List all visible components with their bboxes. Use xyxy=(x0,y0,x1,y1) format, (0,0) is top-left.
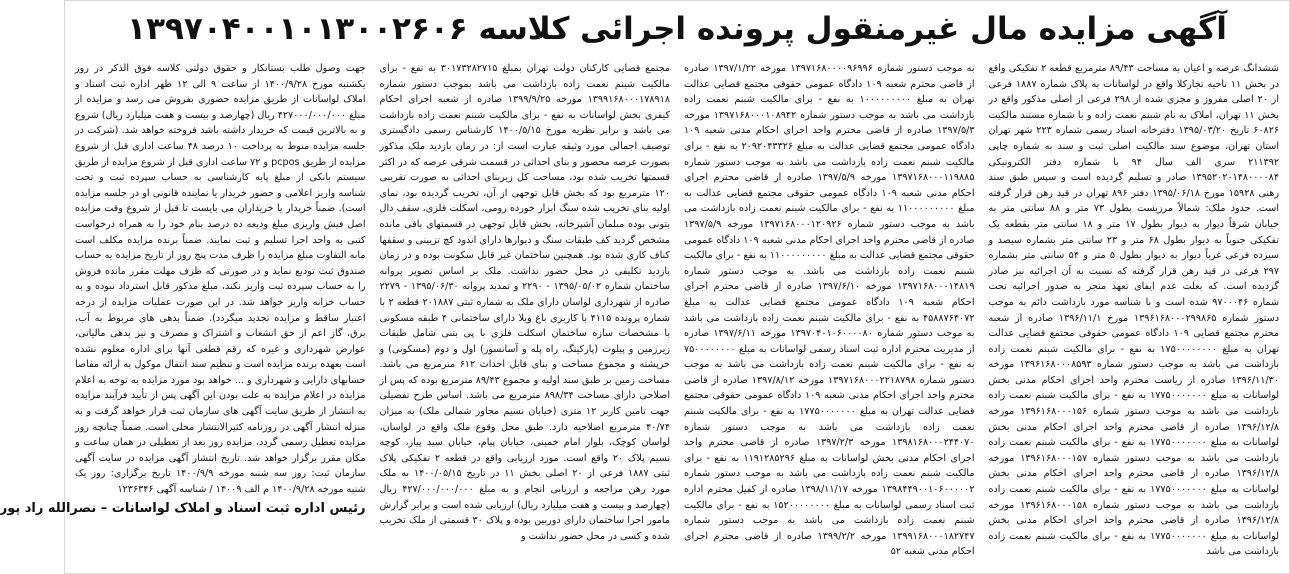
column-1-text: ششدانگ عرصه و اعیان به مساحت ۸۹/۴۳ مترمربع قطعه ۲ تفکیکی واقع در بخش ۱۱ ناحیه تجارکلا واقع در لواسانات به پلاک شماره ۱۸۸۷ فرعی از ۲۰ اصلی مفروز و مجزی شده از ۲۹۸ فرعی از اصلی مذکور واقع در بخش ۱۱ تهران، املاک به نام شبنم نعمت زاده و با شماره مستند مالکیت ۶۰۸۲۶ تاریخ ۱۳۹۵/۰۳/۲۰ دفترخانه اسناد رسمی شماره ۲۲۳ شهر تهران استان تهران، موضوع سند مالکیت اصلی ثبت و سند به شماره چاپی ۲۱۱۳۹۲ سری الف سال ۹۴ با شماره دفتر الکترونیکی ۱۳۹۵۲۰۲۰۱۴۸۰۰۰۰۸۴ صادر و تسلیم گردیده است و سپس طبق سند رهنی ۱۵۹۲۸ مورخ ۱۳۹۵/۰۶/۱۸ دفتر ۸۹۶ تهران در قید رهن قرار گرفته است. حدود ملک: شمالاً مرزیست بطول ۷۳ متر و ۸۸ سانتی متر به خیابان شرقاً دیوار به دیوار بطول ۱۷ متر و ۱۸ سانتی متر بقطعه یک تفکیکی جنوباً به دیوار بطول ۶۸ متر و ۲۳ سانتی متر بشماره سیصد و سیزده فرعی غرباً دیوار به دیوار بطول ۵ متر و ۵۴ سانتی متر بشماره ۲۹۷ فرعی در قید رهن قرار گرفته که نسبت به آن اجرائیه نیز صادر گردیده است. که بعلت عدم ایفای تعهد منجر به صدور اجرائیه تحت شماره ۹۷۰۰۰۴۶ شده است و با شناسه مورد بازداشت دائم به موجب دستور شماره ۱۳۹۶۱۶۸۰۰۰۲۹۹۸۶۵ مورخ ۱۳۹۶/۱۱/۱ صادره از شعبه محترم مجتمع قضایی ۱۰۹ دادگاه عمومی حقوقی مجتمع قضایی عدالت تهران به مبلغ ۱۷۵۰۰۰۰۰۰۰۰ به نفع - برای مالکیت شبنم نعمت زاده بازداشت می باشد به موجب دستور شماره ۱۳۹۶۱۶۸۰۰۰۸۵۹۳ مورخه ۱۳۹۶/۱۱/۳۰ صادره از ریاست محترم واحد اجرای احکام مدنی بخش لواسانات به مبلغ ۱۷۷۵۰۰۰۰۰۰۰ به نفع - برای مالکیت شبنم نعمت زاده بازداشت می باشد به موجب دستور شماره ۱۳۹۶۱۶۸۰۰۰۱۵۶ مورخه ۱۳۹۶/۱۲/۸ صادره از قاضی محترم واحد اجرای احکام مدنی بخش لواسانات به مبلغ ۱۷۷۵۰۰۰۰۰۰۰ به نفع - برای مالکیت شبنم نعمت زاده بازداشت می باشد به موجب دستور شماره ۱۳۹۶۱۶۸۰۰۰۱۵۷ مورخه ۱۳۹۶/۱۲/۸ صادره از قاضی محترم واحد اجرای احکام مدنی بخش لواسانات به مبلغ ۱۷۷۵۰۰۰۰۰۰۰ به نفع - برای مالکیت شبنم نعمت زاده بازداشت می باشد به موجب دستور شماره ۱۳۹۶۱۶۸۰۰۰۱۵۸ مورخه ۱۳۹۶/۱۲/۸ صادره از قاضی محترم واحد اجرای احکام مدنی بخش لواسانات به مبلغ ۱۷۷۵۰۰۰۰۰۰۰ به نفع - برای مالکیت شبنم نعمت زاده بازداشت می باشد xyxy=(988,63,1280,558)
notice-column-3 xyxy=(380,61,671,569)
notice-column-2 xyxy=(684,61,975,569)
column-2-text: به موجب دستور شماره ۱۳۹۷۱۶۸۰۰۰۰۹۶۹۹۶ مورخه ۱۳۹۷/۱/۲۲ صادره از قاضی محترم شعبه ۱۰۹ دادگاه عمومی حقوقی مجتمع قضایی عدالت تهران به مبلغ ۱۰۰۰۰۰۰۰۰۰ به نفع - برای مالکیت شبنم نعمت زاده بازداشت می باشد به موجب دستور شماره ۱۳۹۷۱۶۸۰۰۰۱۰۸۹۴۲ مورخه ۱۳۹۷/۵/۳ صادره از قاضی محترم واحد اجرای احکام مدنی شعبه ۱۰۹ دادگاه عمومی مجتمع قضایی عدالت به مبلغ ۲۰۹۲۰۴۳۳۲۶ به نفع - برای مالکیت شبنم نعمت زاده بازداشت می باشد به موجب دستور شماره ۱۳۹۷۱۶۸۰۰۰۱۱۹۸۸۵ مورخه ۱۳۹۷/۵/۹ صادره از قاضی محترم اجرای احکام مدنی شعبه ۱۰۹ دادگاه عمومی حقوقی مجتمع قضایی عدالت به مبلغ ۱۱۰۰۰۰۰۰۰۰۰ به نفع - برای مالکیت شبنم نعمت زاده بازداشت می باشد به موجب دستور شماره ۱۳۹۷۱۶۸۰۰۰۱۲۰۹۲۶ مورخه ۱۳۹۷/۵/۹ صادره از قاضی محترم واحد اجرای احکام مدنی شعبه ۱۰۹ دادگاه عمومی حقوقی مجتمع قضایی عدالت به مبلغ ۱۱۰۰۰۰۰۰۰۰۰ به نفع - برای مالکیت شبنم نعمت زاده بازداشت می باشد. به موجب دستور شماره ۱۳۹۷۱۶۸۰۰۰۱۴۸۱۹ مورخه ۱۳۹۷/۶/۱۰ صادره از قاضی محترم اجرای احکام شعبه ۱۰۹ دادگاه عمومی مجتمع قضایی عدالت به مبلغ ۴۵۸۸۷۶۴۰۷۲ به نفع - برای مالکیت شبنم نعمت زاده بازداشت می باشد به موجب دستور شماره ۱۳۹۷۰۴۰۱۰۶۰۰۰۰۸۰ مورخه ۱۳۹۷/۶/۱۱ صادره از مدیریت محترم اداره ثبت اسناد رسمی لواسانات به مبلغ ۷۵۰۰۰۰۰۰۰۰ به نفع - برای مالکیت شبنم نعمت زاده بازداشت می باشد به موجب دستور شماره ۱۳۹۷۱۶۸۰۰۰۲۲۱۸۷۹۸ مورخه ۱۳۹۷/۸/۱۲ صادره از قاضی محترم واحد اجرای احکام مدنی شعبه ۱۰۹ دادگاه عمومی حقوقی مجتمع قضایی عدالت تهران به مبلغ ۱۷۷۵۰۰۰۰۰۰۰ به نفع - برای مالکیت شبنم نعمت زاده بازداشت می باشد به موجب دستور شماره ۱۳۹۸۱۶۸۰۰۰۲۴۴۰۷۰ مورخه ۱۳۹۷/۲/۳ صادره از قاضی محترم واحد اجرای احکام مدنی بخش لواسانات به مبلغ ۱۱۹۱۲۸۵۲۹۶ به نفع - برای مالکیت شبنم نعمت زاده بازداشت می باشد به موجب دستور شماره ۱۳۹۸۴۴۹۰۰۱۰۶۰۰۰۰۰۲ مورخه ۱۳۹۸/۱۱/۱۷ صادره از کفیل محترم اداره ثبت اسناد رسمی لواسانات به مبلغ ۱۵۲۰۰۰۰۰۰۰۰ به نفع - برای مالکیت شبنم نعمت زاده بازداشت می باشد به موجب دستور شماره ۱۳۹۹۱۶۸۰۰۰۱۸۲۷۴۷ مورخه ۱۳۹۹/۲/۲ صادره از قاضی محترم اجرای احکام مدنی شعبه ۵۲ xyxy=(684,63,975,558)
signature-line: رئیس اداره ثبت اسناد و املاک لواسانات – نصرالله راد پور xyxy=(0,500,366,516)
notice-column-4 xyxy=(0,61,366,569)
column-3-text: مجتمع قضایی کارکنان دولت تهران بمبلغ ۳۰۱۷۳۲۸۲۷۱۵ به نفع - برای مالکیت شبنم نعمت زاده بازداشت می باشد بموجب دستور شماره ۱۳۹۹۱۶۸۰۰۰۱۷۸۹۱۸ مورخه ۱۳۹۹/۹/۲۵ صادره از شعبه اجرای احکام کیفری بخش لواسانات به نفع - برای مالکیت شبنم نعمت زاده بازداشت می باشد و برابر نظریه مورخ ۱۴۰۰/۵/۱۵ کارشناس رسمی دادگستری توصیف اجمالی مورد وثیقه عبارت است از: در زمان بازدید ملک مذکور بصورت عرصه محصور و بنای احداثی در قسمت شرقی عرصه که در اکثر قسمتها تخریب شده بود، مساحت کل زیربنای احداثی به صورت تقریبی ۱۲۰ مترمربع بود که بخش قابل توجهی از آن، تخریب گردیده بود، نمای اولیه بنای تخریب شده سنگ ابزار خورده رومی، اسکلت فلزی، سقف دال بتونی بوده مبلمان آشپزخانه، بخش قابل توجهی در قسمتهای باقی مانده مشخص گردید کف طبقات سنگ و دیوارها دارای اندود کچ تزیینی و سقفها کناف کاری شده بود. همچنین ساختمان غیر قابل سکونت بوده و در زمان بازدید تکلیفی در محل حضور نداشت. ملک بر اساس تصویر پروانه ساختمان شماره ۱۳۹۵/۰۵/۰۲ - ۲۲۹۰ و تمدید پروانه ۱۳۹۵/۰۶/۳۰ - ۲۲۷۹ صادره از شهرداری لواسان دارای ملک به شماره ثبتی ۲۰۱۸۸۷ قطعه ۲ با شماره پرونده ۴۱۱۵ با کاربری باغ ویلا دارای ساختمانی ۴ طبقه مسکونی با مشخصات سازه ساختمان اسکلت فلزی با پی بتنی شامل طبقات زیرزمین و پیلوت (پارکینگ، راه پله و آسانسور) اول و دوم (مسکونی) و خرپشته و مجموع مساحت و بنای قابل احداث ۶۱۲ مترمربع می باشد. مساحت زمین بر طبق سند اولیه و مجموع ۸۹/۴۳ مترمربع بوده که پس از اصلاحی دارای مساحت ۸۹۸/۳۴ مترمربع می باشد. اساس طرح تفضیلی جهت تامین کاربر ۱۲ متری (خیابان نسیم مجاور شمالی ملک) به میزان ۴۰/۷۴ مترمربع اصلاحیه دارد. طبق محل وقوع ملک واقع در لواسان، لواسان کوچک، بلوار امام خمینی، خیابان پیام، خیابان سید پیاز، کوچه نسیم پلاک ۲۰ واقع است. مورد ارزیابی واقع در قطعه ۲ تفکیکی پلاک ثبتی ۱۸۸۷ فرعی از ۲۰ اصلی بخش ۱۱ در تاریخ ۱۴۰۰/۰۵/۱۵ به ملک مورد رهن مراجعه و ارزیابی انجام و به مبلغ ۴۲۷/۰۰۰/۰۰۰/۰۰۰ ریال (چهارصد و بیست و هفت میلیارد ریال) ارزیابی شده است و برابر گزارش مامور اجرا ساختمان دارای دوربین بوده و پلاک ۳۰ قسمتی از ملک تخریب شده و کسی در محل حضور نداشت و xyxy=(379,63,671,542)
notice-title: آگهی مزایده مال غیرمنقول پرونده اجرائی کلاسه ۱۳۹۷۰۴۰۰۱۰۱۳۰۰۲۶۰۶ xyxy=(127,11,1227,47)
column-4-text: جهت وصول طلب بستانکار و حقوق دولتی کلاسه فوق الذکر در روز یکشنبه مورخ ۱۴۰۰/۹/۲۸ از ساعت ۹ الی ۱۲ ظهر اداره ثبت اسناد و املاک لواسانات از طریق مزایده حضوری بفروش می رسد و مزایده از مبلغ ۴۲۷۰۰۰/۰۰۰/۰۰۰ ریال (چهارصد و بیست و هفت میلیارد ریال) شروع و به بالاترین قیمت که خریدار داشته باشد فروخته خواهد شد. (شرکت در جلسه مزایده منوط به پرداخت ۱۰ درصد ۴۸ ساعت اداری قبل از شروع مزایده از طریق pcpos و ۷۲ ساعت اداری قبل از شروع مزایده از طریق سیستم بانکی از مبلغ پایه کارشناسی به حساب سپرده ثبت و تحت شناسه واریز اعلامی و حضور خریدار یا نماینده قانونی او در جلسه مزایده است). ضمناً خریدار یا خریداران می بایست تا قبل از شروع وقت مزایده اصل فیش واریزی مبلغ ودیعه ده درصد بنام خود را به همراه درخواست کتبی به واحد اجرا تسلیم و ثبت نمایند. ضمناً برنده مزایده مکلف است مابه التفاوت مبلغ مزایده را ظرف مدت پنج روز از تاریخ مزایده به حساب صندوق ثبت تودیع نماید و در صورتی که ظرف مهلت مقرر مانده فروش را به حساب سپرده ثبت واریز نکند، مبلغ مذکور قابل استرداد نبوده و به حساب خزانه واریز خواهد شد. در این صورت عملیات مزایده از درجه اعتبار ساقط و مزایده تجدید میگردد). ضمناً بدهی های مربوط به آب، برق، گاز اعم از حق انشعاب و اشتراک و مصرف و نیز بدهی مالیاتی، عوارض شهرداری و غیره که رقم قطعی آنها برای اداره معلوم نشده است بعهده برنده مزایده است و تنظیم سند انتقال موکول به ارائه مفاصا حسابهای دارایی و شهرداری و ... خواهد بود مورد مزایده به توجه به اعلام مزایده در اعلام مزایده به علت بودن این آگهی پس از تأیید فرآیند مزایده به انتشار از طریق سایت آگهی های سازمان ثبت قرار خواهد گرفت و به منزله انتشار آگهی در روزنامه کثیرالانتشار محلی است. ضمناً چنانچه روز مزایده تعطیل رسمی گردد، مزایده روز بعد از تعطیلی در همان ساعت و مکان مقرر برگزار خواهد شد. تاریخ انتشار آگهی مزایده در سایت آگهی سازمان ثبت: روز سه شنبه مورخه ۱۴۰۰/۹/۹ تاریخ برگزاری: روز یک شنبه مورخه ۱۴۰۰/۹/۲۸ م الف ۱۴۰۰۹ / شناسه آگهی ۱۲۳۶۳۴۶ xyxy=(75,63,366,496)
notice-column-1 xyxy=(989,61,1280,569)
notice-columns xyxy=(0,61,1280,569)
